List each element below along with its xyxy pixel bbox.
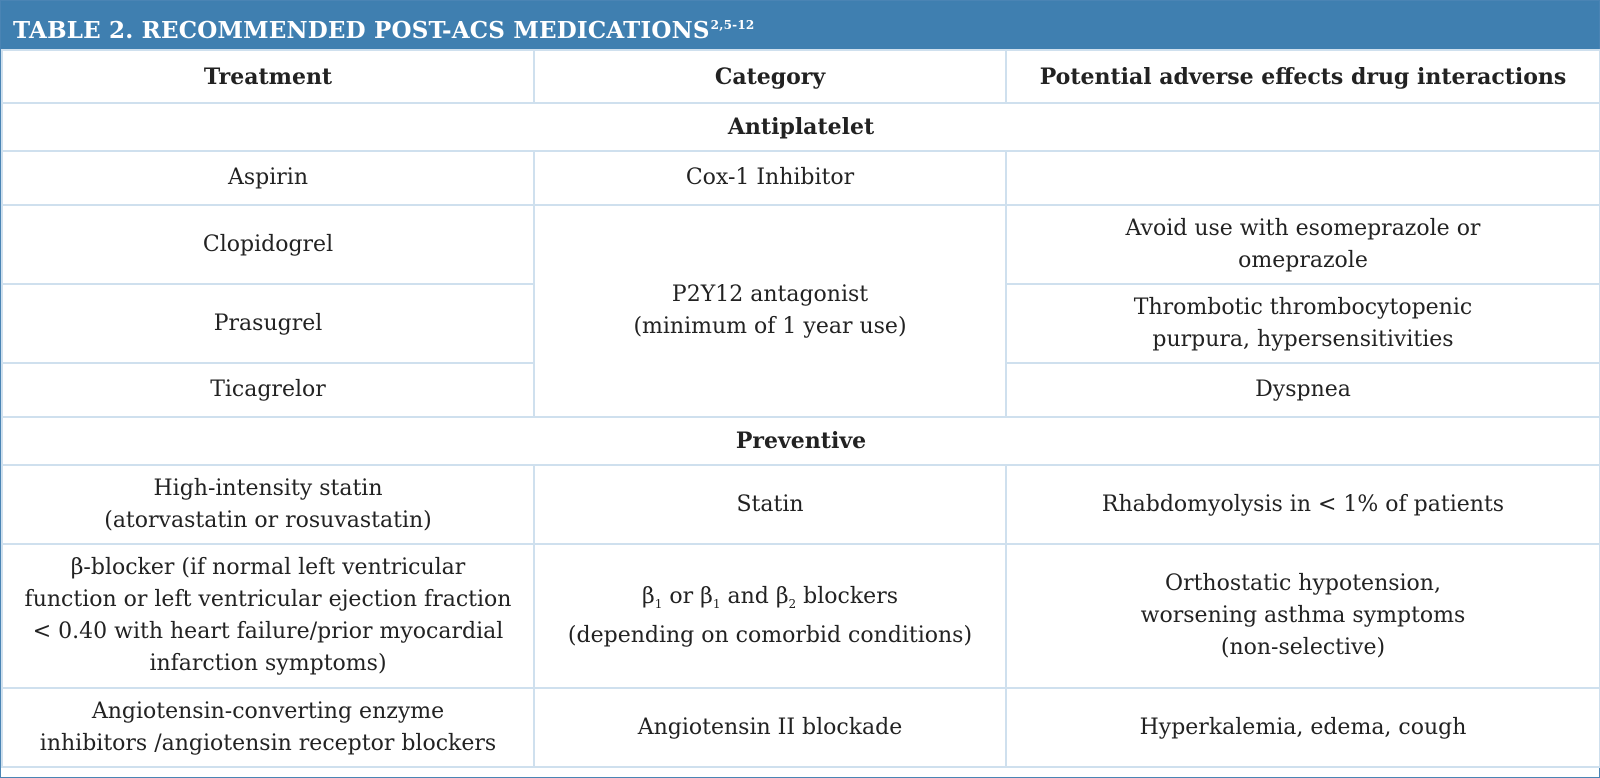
medications-table <box>1 49 1600 768</box>
category-p2y12-line1: P2Y12 antagonist <box>671 282 869 307</box>
effects-prasugrel-line1: Thrombotic thrombocytopenic <box>1133 294 1473 320</box>
effects-ace-arb: Hyperkalemia, edema, cough <box>1006 688 1600 767</box>
treatment-beta-line1: β-blocker (if normal left ventricular <box>70 555 466 580</box>
category-p2y12-line2: (minimum of 1 year use) <box>633 314 907 339</box>
category-beta-line1 <box>543 581 997 620</box>
effects-clopidogrel <box>1006 205 1600 284</box>
table-row <box>2 465 1600 544</box>
beta-symbol: β <box>641 583 655 609</box>
beta-subscript: 2 <box>788 596 797 611</box>
effects-beta-line2: worsening asthma symptoms <box>1140 603 1466 628</box>
section-row-preventive <box>2 417 1600 465</box>
effects-beta-blocker <box>1006 544 1600 688</box>
category-beta-line2: (depending on comorbid conditions) <box>567 622 973 648</box>
table-row <box>2 151 1600 205</box>
effects-prasugrel <box>1006 284 1600 363</box>
effects-clopidogrel-line1: Avoid use with esomeprazole or <box>1125 215 1481 241</box>
effects-ticagrelor: Dyspnea <box>1006 363 1600 417</box>
header-row <box>2 50 1600 103</box>
title-citation: 2,5-12 <box>710 18 755 32</box>
beta-subscript: 1 <box>654 596 663 611</box>
treatment-statin-line2: (atorvastatin or rosuvastatin) <box>104 507 432 533</box>
treatment-beta-line3: < 0.40 with heart failure/prior myocardial <box>32 619 504 644</box>
section-row-antiplatelet <box>2 103 1600 151</box>
table-title <box>1 1 1599 49</box>
beta-subscript: 1 <box>712 596 721 611</box>
beta-symbol: β <box>700 583 713 609</box>
effects-aspirin <box>1006 151 1600 205</box>
section-antiplatelet: Antiplatelet <box>2 103 1600 151</box>
treatment-ace-line2: inhibitors /angiotensin receptor blockers <box>39 730 497 756</box>
section-preventive: Preventive <box>2 417 1600 465</box>
header-effects: Potential adverse effects drug interactions <box>1006 50 1600 103</box>
treatment-beta-blocker <box>2 544 534 688</box>
category-beta-blocker <box>534 544 1006 688</box>
treatment-ticagrelor: Ticagrelor <box>2 363 534 417</box>
table-title-text: TABLE 2. RECOMMENDED POST-ACS MEDICATIONS <box>13 17 710 44</box>
treatment-ace-arb <box>2 688 534 767</box>
effects-beta-line3: (non-selective) <box>1220 635 1386 660</box>
effects-prasugrel-line2: purpura, hypersensitivities <box>1152 326 1454 352</box>
effects-beta-line1: Orthostatic hypotension, <box>1165 571 1441 596</box>
treatment-beta-line2: function or left ventricular ejection fraction <box>24 587 512 612</box>
table-row <box>2 205 1600 284</box>
effects-statin: Rhabdomyolysis in < 1% of patients <box>1006 465 1600 544</box>
treatment-beta-line4: infarction symptoms) <box>149 651 387 676</box>
header-category: Category <box>534 50 1006 103</box>
treatment-aspirin: Aspirin <box>2 151 534 205</box>
effects-clopidogrel-line2: omeprazole <box>1238 247 1368 273</box>
table-row <box>2 544 1600 688</box>
beta-symbol: β <box>775 583 789 609</box>
category-ace-arb: Angiotensin II blockade <box>534 688 1006 767</box>
treatment-clopidogrel: Clopidogrel <box>2 205 534 284</box>
treatment-statin-line1: High-intensity statin <box>153 475 383 501</box>
category-beta-blockers: blockers <box>796 583 899 609</box>
treatment-statin <box>2 465 534 544</box>
category-beta-or: or <box>662 583 701 609</box>
category-aspirin: Cox-1 Inhibitor <box>534 151 1006 205</box>
category-p2y12 <box>534 205 1006 417</box>
treatment-ace-line1: Angiotensin-converting enzyme <box>91 698 445 724</box>
treatment-prasugrel: Prasugrel <box>2 284 534 363</box>
category-statin: Statin <box>534 465 1006 544</box>
table-row <box>2 688 1600 767</box>
header-treatment: Treatment <box>2 50 534 103</box>
category-beta-and: and <box>720 583 776 609</box>
